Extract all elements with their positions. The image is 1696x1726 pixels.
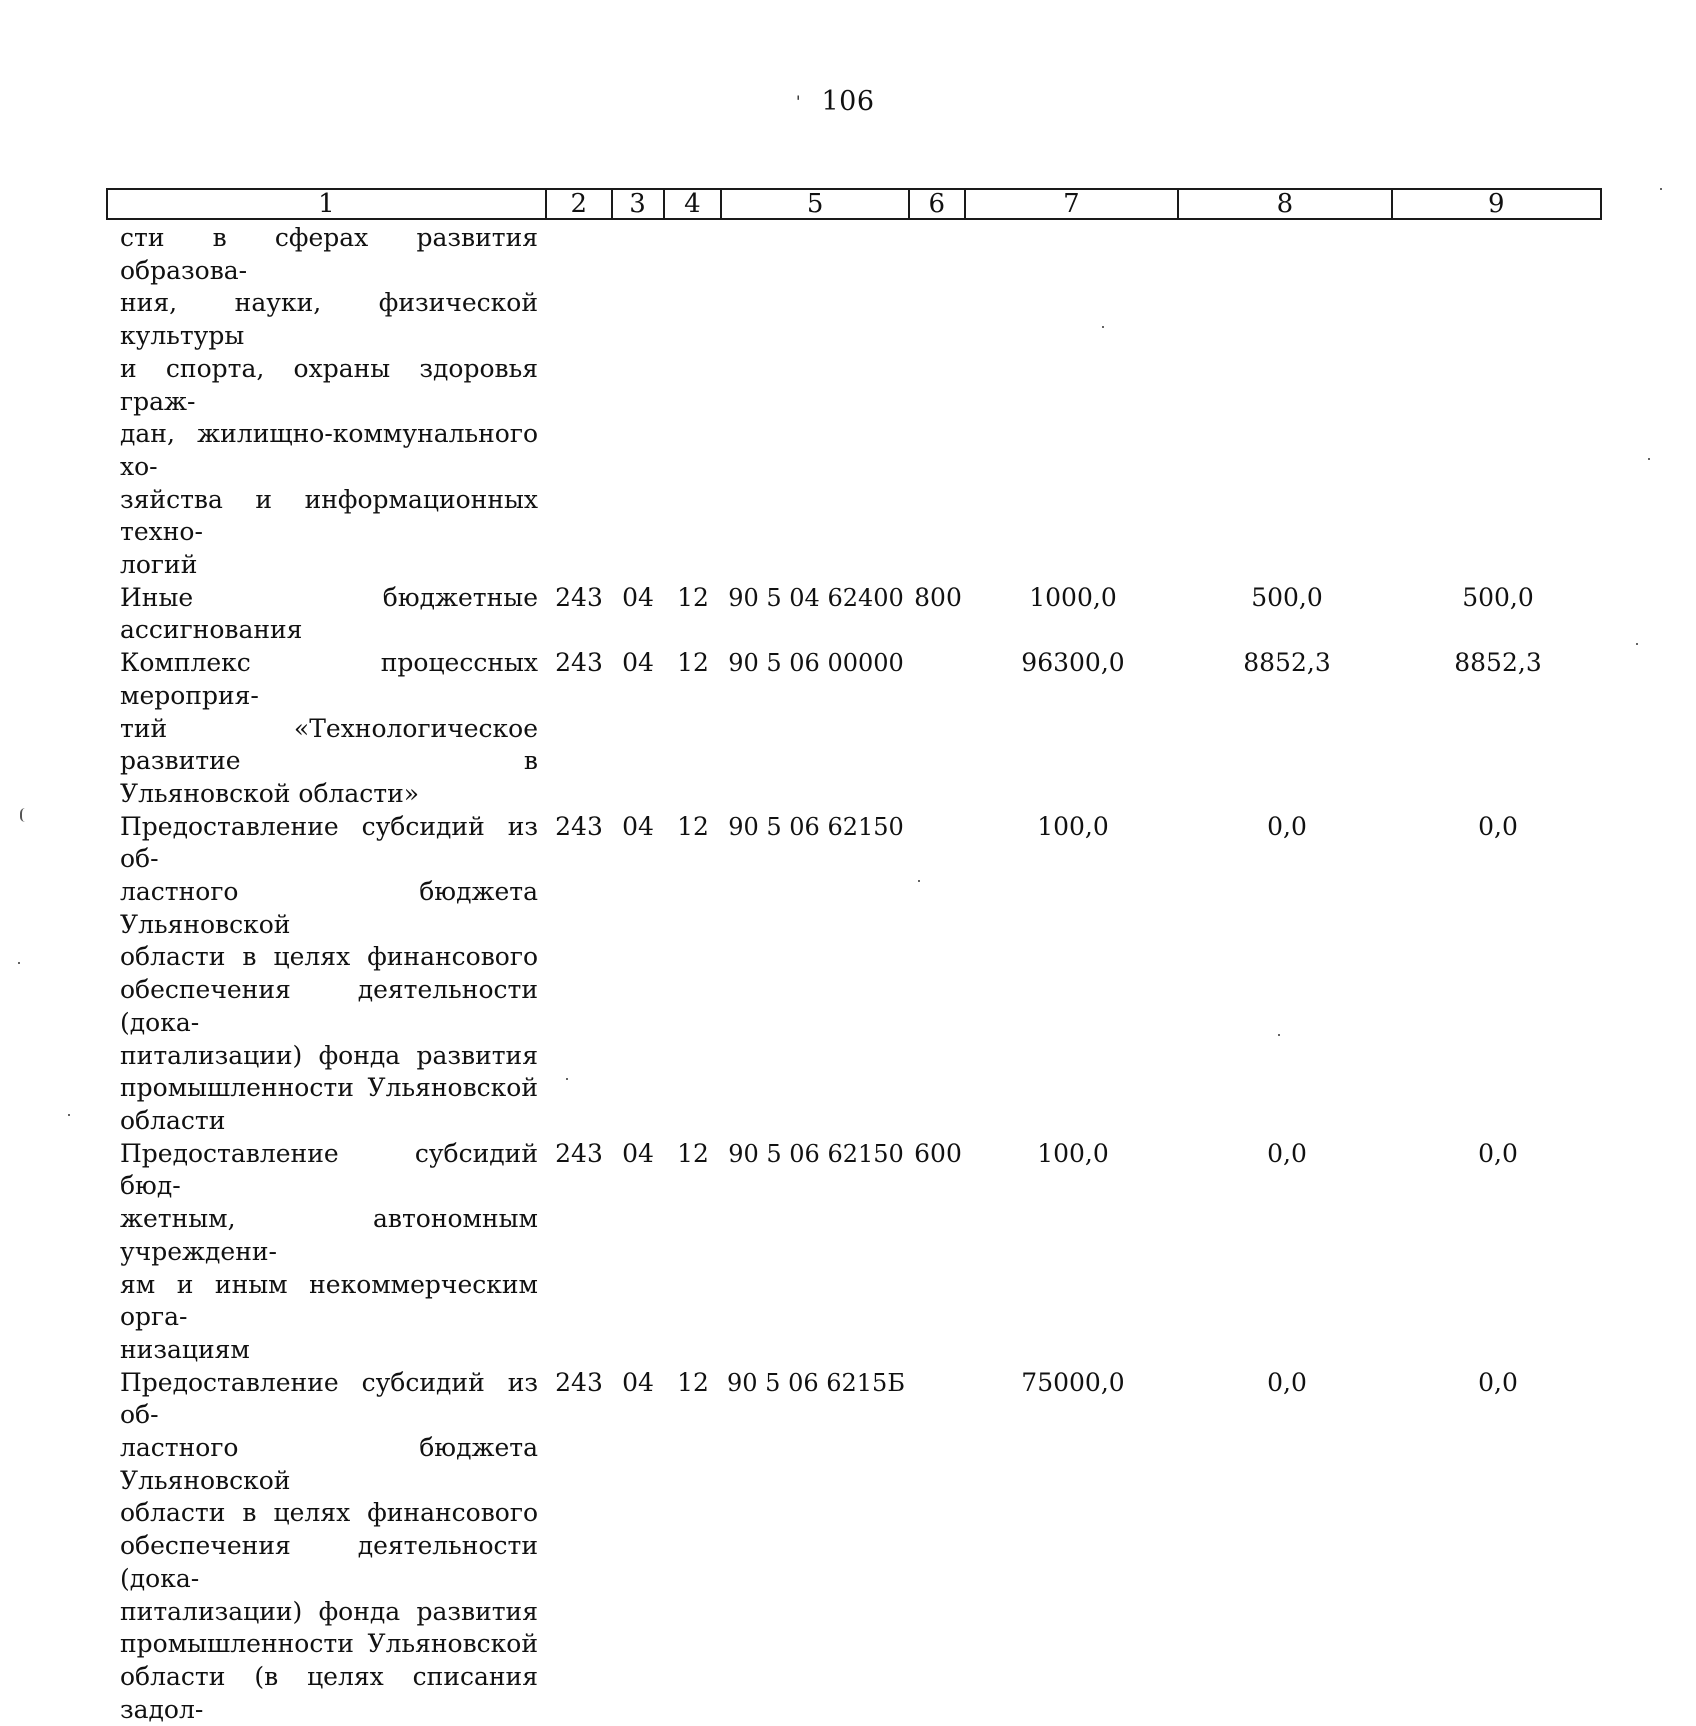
cell-c3 [612,222,664,582]
scan-speck [1102,326,1104,328]
cell-c3: 04 [622,648,654,678]
table-row [106,1367,1602,1726]
description-line: ластного бюджета Ульяновской [120,1433,538,1495]
cell-c6 [910,222,966,582]
cell-c4 [664,222,722,582]
cell-c4: 12 [677,811,709,841]
table-row [106,222,1602,582]
cell-c6: 800 [914,582,962,612]
cell-c7: 96300,0 [1021,648,1125,678]
description-line: Ульяновской области» [120,778,420,808]
cell-c5: 90 5 06 00000 [728,649,904,678]
cell-c9: 0,0 [1478,1138,1518,1168]
cell-c2: 243 [555,582,603,612]
cell-c2 [546,222,612,582]
cell-c2: 243 [555,648,603,678]
description-line: ния, науки, физической культуры [120,288,538,351]
description-line: промышленности Ульяновской [120,1629,538,1659]
description-line: зяйства и информационных техно- [120,484,538,547]
row-description [106,1367,546,1726]
scan-speck [918,880,920,882]
description-line: ям и иным некоммерческим орга- [120,1269,538,1332]
header-cell-5: 5 [722,190,910,218]
cell-c3: 04 [622,582,654,612]
cell-c9: 500,0 [1462,582,1534,612]
table-body [106,222,1602,1726]
description-line: жетным, автономным учреждени- [120,1204,538,1266]
page-number-text: 106 [821,86,875,117]
cell-c6: 600 [914,1138,962,1168]
header-cell-7: 7 [966,190,1179,218]
table-row [106,1138,1602,1367]
row-description [106,222,546,582]
description-line: области (в целях списания задол- [120,1661,538,1724]
scan-speck [1660,188,1662,190]
cell-c8: 0,0 [1267,811,1307,841]
description-line: дан, жилищно-коммунального хо- [120,419,538,481]
cell-c2: 243 [555,1367,603,1397]
row-description [106,811,546,1138]
scan-speck [566,1078,568,1080]
cell-c2: 243 [555,1138,603,1168]
header-cell-3: 3 [613,190,665,218]
scan-speck [18,962,20,964]
row-description [106,647,546,811]
cell-c9: 0,0 [1478,811,1518,841]
description-line: Комплекс процессных мероприя- [120,648,538,710]
cell-c2: 243 [555,811,603,841]
cell-c7: 1000,0 [1029,582,1117,612]
description-line: сти в сферах развития образова- [120,223,538,285]
description-line: промышленности Ульяновской [120,1073,538,1103]
description-line: тий «Технологическое развитие в [120,713,538,776]
description-line: Предоставление субсидий из об- [120,811,538,874]
description-line: питализации) фонда развития [120,1596,538,1626]
cell-c9: 8852,3 [1454,648,1542,678]
row-description [106,1138,546,1367]
cell-c3: 04 [622,811,654,841]
scan-speck [1648,458,1650,460]
cell-c5: 90 5 06 6215Б [727,1368,905,1397]
cell-c4: 12 [677,1138,709,1168]
cell-c3: 04 [622,1138,654,1168]
description-line: области в целях финансового [120,1498,538,1528]
description-line: питализации) фонда развития [120,1040,538,1070]
table-row [106,647,1602,811]
cell-c3: 04 [622,1367,654,1397]
scan-speck [1636,643,1638,645]
description-line: Предоставление субсидий бюд- [120,1138,538,1201]
cell-c8: 0,0 [1267,1138,1307,1168]
cell-c5: 90 5 04 62400 [728,583,904,612]
table-row [106,582,1602,647]
description-line: области [120,1105,226,1135]
cell-c4: 12 [677,648,709,678]
cell-c8 [1180,222,1394,582]
table-header [106,188,1602,220]
cell-c5 [722,222,910,582]
cell-c7 [966,222,1180,582]
cell-c8: 8852,3 [1243,648,1331,678]
header-cell-1: 1 [108,190,547,218]
description-line: обеспечения деятельности (дока- [120,1531,538,1593]
cell-c5: 90 5 06 62150 [728,812,904,841]
cell-c7: 100,0 [1037,811,1109,841]
description-line: ластного бюджета Ульяновской [120,877,538,939]
cell-c7: 100,0 [1037,1138,1109,1168]
cell-c8: 0,0 [1267,1367,1307,1397]
description-line: Иные бюджетные ассигнования [120,582,538,645]
row-description [106,582,546,647]
table-row [106,811,1602,1138]
scan-mark: ' [796,92,801,111]
description-line: логий [120,550,198,580]
cell-c4: 12 [677,1367,709,1397]
page-number [0,86,1696,117]
cell-c6 [910,1367,966,1726]
cell-c6 [910,811,966,1138]
cell-c9: 0,0 [1478,1367,1518,1397]
cell-c8: 500,0 [1251,582,1323,612]
description-line: и спорта, охраны здоровья граж- [120,353,538,416]
header-cell-8: 8 [1179,190,1392,218]
cell-c7: 75000,0 [1021,1367,1125,1397]
description-line: низациям [120,1334,250,1364]
cell-c6 [910,647,966,811]
header-cell-6: 6 [910,190,966,218]
description-line: области в целях финансового [120,942,538,972]
cell-c4: 12 [677,582,709,612]
scan-speck [20,808,25,822]
scan-speck [68,1114,70,1116]
header-cell-2: 2 [547,190,613,218]
description-line: обеспечения деятельности (дока- [120,975,538,1037]
scan-speck [1278,1034,1280,1036]
description-line: Предоставление субсидий из об- [120,1367,538,1430]
header-cell-4: 4 [665,190,723,218]
header-cell-9: 9 [1487,189,1505,219]
cell-c5: 90 5 06 62150 [728,1139,904,1168]
cell-c9 [1394,222,1602,582]
